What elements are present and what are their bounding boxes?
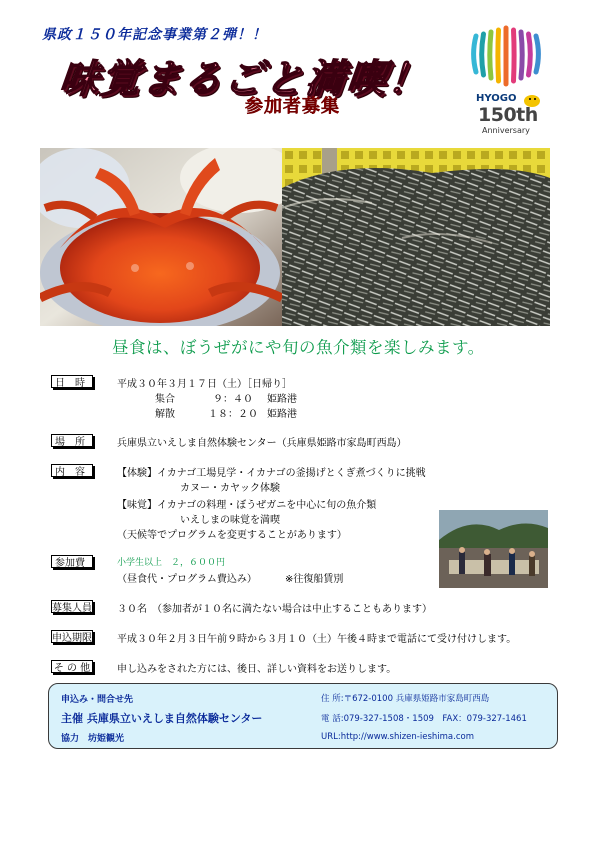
contact-phone: 電 話:079-327-1508・1509 FAX：079-327-1461 (321, 714, 527, 724)
content-line-5: （天候等でプログラムを変更することがあります） (117, 530, 347, 541)
dismiss-time: １８：２０ (208, 409, 258, 420)
logo-stripe (490, 32, 491, 78)
logo-text-150th: 150th (478, 104, 538, 126)
content-line-2: カヌー・カヤック体験 (180, 483, 280, 494)
cooperation: 協力 坊姫観光 (61, 734, 125, 744)
label-content: 内 容 (51, 464, 93, 477)
logo-text-hyogo: HYOGO (476, 93, 517, 104)
dismiss-place: 姫路港 (267, 409, 297, 420)
contact-heading: 申込み・問合せ先 (61, 695, 134, 705)
content-line-1: 【体験】イカナゴ工場見学・イカナゴの釜揚げとくぎ煮づくりに挑戦 (117, 468, 426, 479)
pre-title: 県政１５０年記念事業第２弾！！ (42, 27, 267, 43)
label-other: そ の 他 (51, 660, 93, 673)
logo-stripe (514, 30, 515, 81)
period-text: 平成３０年２月３日午前９時から３月１０（土）午後４時まで電話にて受け付けします。 (117, 634, 517, 645)
main-title: 味覚まるごと満喫！ (57, 57, 432, 102)
label-fee: 参加費 (51, 555, 93, 568)
contact-url[interactable]: URL:http://www.shizen-ieshima.com (321, 732, 474, 742)
content-line-4: いえしまの味覚を満喫 (180, 515, 280, 526)
dismiss-label: 解散 (155, 409, 175, 420)
fee-amount: 小学生以上 ２，６００円 (117, 558, 226, 568)
label-place: 場 所 (51, 434, 93, 447)
fee-ferry-note: ※往復船賃別 (285, 574, 344, 585)
contact-address: 住 所:〒672-0100 兵庫県姫路市家島町西島 (321, 694, 490, 704)
logo-stripe (474, 36, 476, 72)
gather-label: 集合 (155, 394, 175, 405)
ikanago-photo (282, 148, 550, 326)
logo-stripe (521, 32, 522, 78)
logo-stripe (529, 34, 531, 75)
gather-place: 姫路港 (267, 394, 297, 405)
content-line-3: 【味覚】イカナゴの料理・ぼうぜガニを中心に旬の魚介類 (117, 500, 377, 511)
logo-stripe (482, 34, 484, 75)
label-schedule: 日 時 (51, 375, 93, 388)
gather-time: ９：４０ (213, 394, 253, 405)
contact-box (48, 683, 558, 749)
label-capacity: 募集人員 (51, 600, 93, 613)
capacity-text: ３０名 （参加者が１０名に満たない場合は中止することもあります） (117, 604, 432, 615)
schedule-date: 平成３０年３月１７日（土）［日帰り］ (117, 379, 292, 390)
fee-note: （昼食代・プログラム費込み） (117, 574, 257, 585)
logo-text-anniversary: Anniversary (482, 126, 530, 135)
label-period: 申込期限 (51, 630, 93, 643)
other-text: 申し込みをされた方には、後日、詳しい資料をお送りします。 (117, 664, 397, 675)
crab-photo (40, 148, 282, 326)
logo-stripe (498, 30, 499, 81)
activity-photo (439, 510, 548, 588)
place-text: 兵庫県立いえしま自然体験センター（兵庫県姫路市家島町西島） (117, 438, 407, 449)
recruit-heading: 参加者募集 (245, 96, 340, 117)
organizer: 主催 兵庫県立いえしま自然体験センター (61, 712, 263, 725)
logo-stripe (536, 36, 538, 72)
lunch-highlight: 昼食は、ぼうぜがにや旬の魚介類を楽しみます。 (112, 338, 485, 357)
